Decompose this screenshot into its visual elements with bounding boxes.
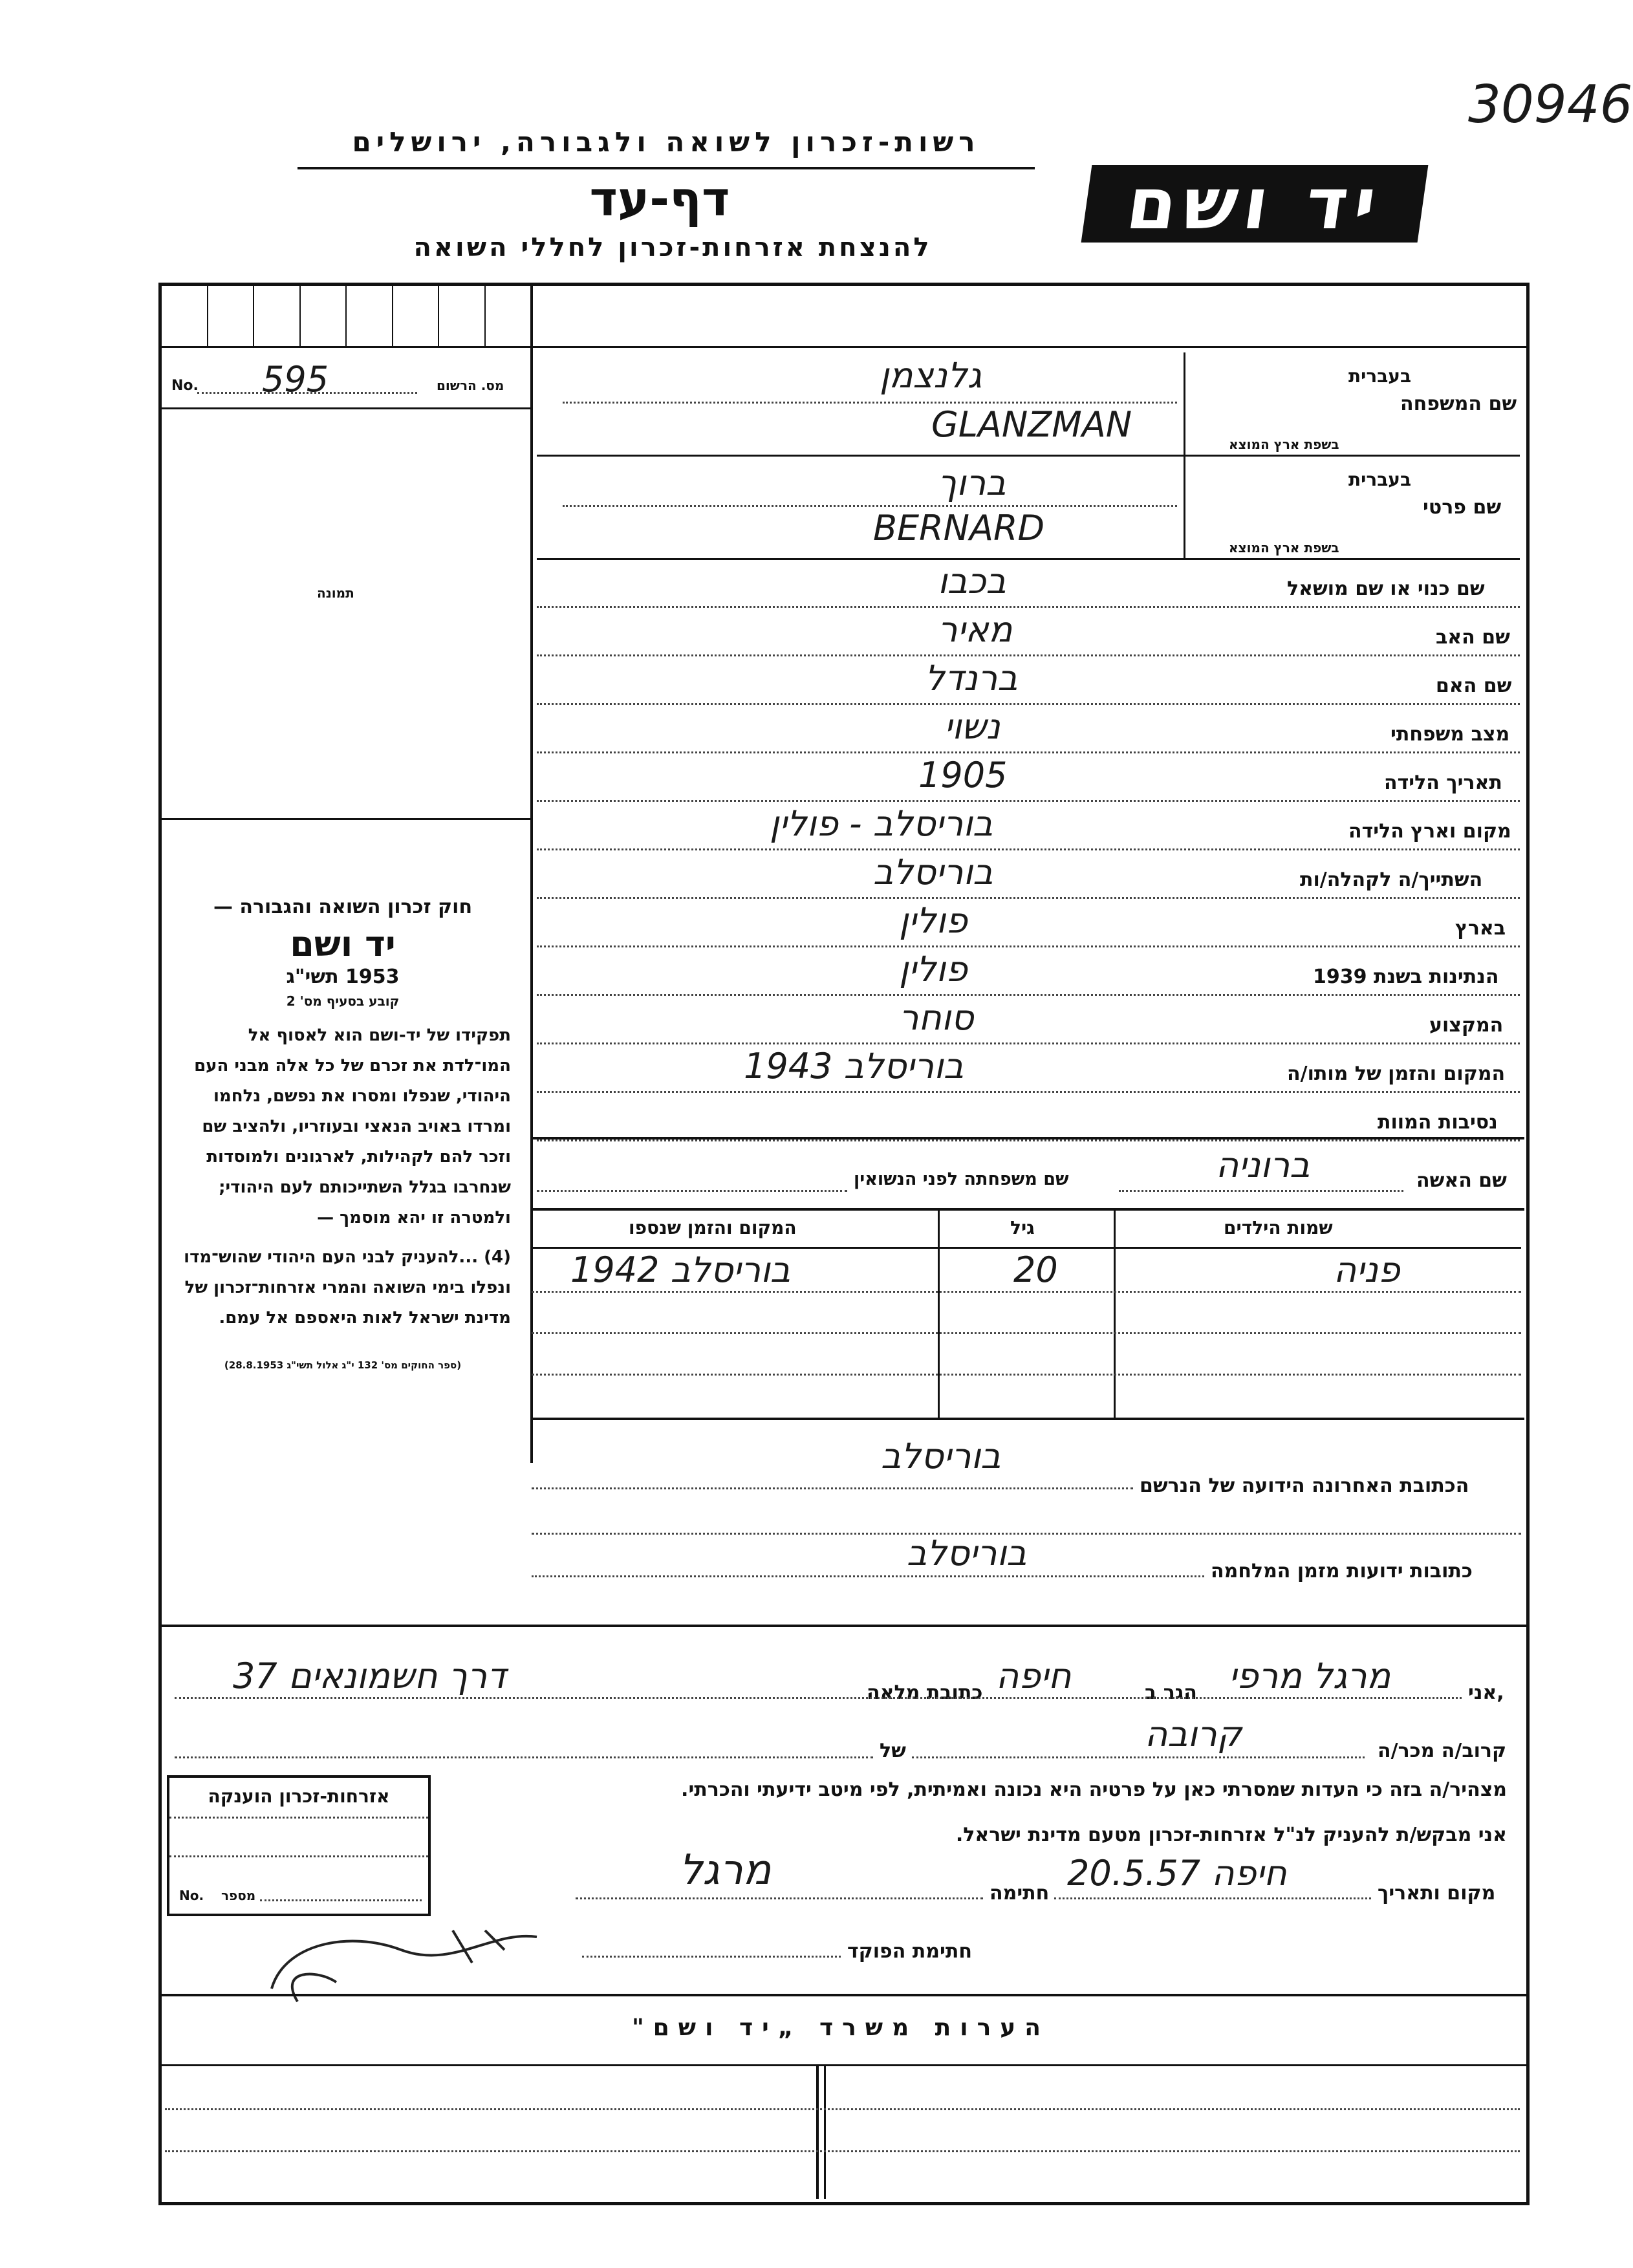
field-label: השתייך/ה לקהלה/ות bbox=[1300, 869, 1483, 891]
field-row-death-circumstances bbox=[537, 1093, 1520, 1141]
corner-archive-number: 30946 bbox=[1468, 74, 1633, 135]
table-row bbox=[532, 1249, 1521, 1291]
field-value: נשוי bbox=[944, 706, 1000, 747]
field-row-community bbox=[537, 850, 1520, 899]
wife-label: שם האשה bbox=[1416, 1169, 1507, 1192]
field-value: BERNARD bbox=[873, 508, 1045, 548]
addresses-section bbox=[532, 1423, 1521, 1617]
registration-number bbox=[165, 359, 527, 401]
personal-fields bbox=[537, 352, 1520, 1141]
yad-vashem-logo bbox=[1081, 162, 1429, 245]
field-row-first-he bbox=[537, 456, 1520, 519]
remarks-line-2 bbox=[165, 2150, 1520, 2152]
children-table-bottom bbox=[532, 1418, 1524, 1420]
registration-bottom-line bbox=[162, 407, 532, 409]
field-sublabel: בעברית bbox=[1348, 365, 1412, 387]
law-name: יד ושם bbox=[290, 923, 396, 964]
wife-maiden-label: שם משפחתה לפני הנשואין bbox=[854, 1169, 1069, 1189]
war-address-label: כתובות ידועות מזמן המלחמה bbox=[1211, 1560, 1473, 1582]
field-label: מקום וארץ הלידה bbox=[1348, 820, 1511, 843]
remarks-line-1 bbox=[165, 2108, 1520, 2110]
signature-value: מרגל bbox=[679, 1846, 772, 1894]
granted-box-title: אזרחות-זכרון הוענקה bbox=[208, 1786, 390, 1807]
children-table bbox=[532, 1211, 1521, 1418]
field-value: ברוך bbox=[938, 462, 1006, 503]
child-name: פניה bbox=[1334, 1249, 1400, 1290]
declarant-ani: אני, bbox=[1468, 1681, 1504, 1704]
field-value: גלנצמן bbox=[880, 355, 982, 396]
field-label: נסיבות המוות bbox=[1378, 1111, 1498, 1134]
top-strip-line bbox=[158, 346, 1526, 348]
field-label: שם האב bbox=[1436, 626, 1510, 649]
place-date-value: חיפה 20.5.57 bbox=[1067, 1853, 1287, 1894]
law-text-2: (4) ...להעניק לבני העם היהודי שהוש־מדו ונפלו בימי השואה והמרי אזרחות־זכרון של מדינת ישראל לאות היאספם אל עמם. bbox=[184, 1247, 511, 1328]
field-value: פולין bbox=[899, 900, 968, 941]
last-address-value: בוריסלב bbox=[881, 1436, 1001, 1476]
field-value: פולין bbox=[899, 949, 968, 989]
field-sublabel: בעברית bbox=[1348, 469, 1412, 490]
field-label: שם פרטי bbox=[1423, 496, 1502, 519]
law-source: (ספר החוקים מס' 132 י"ג אלול תשי"ג 28.8.1953) bbox=[224, 1359, 462, 1371]
field-row-nickname bbox=[537, 559, 1520, 608]
field-label: מצב משפחתי bbox=[1390, 723, 1510, 746]
wife-name: ברוניה bbox=[1216, 1145, 1310, 1185]
field-label: שם כנוי או שם מושאל bbox=[1287, 578, 1485, 600]
photo-label: תמונה bbox=[317, 585, 354, 601]
field-row-citizenship bbox=[537, 947, 1520, 996]
declarant-address-label: כתובת מלאה bbox=[867, 1681, 983, 1704]
children-header-age: גיל bbox=[1010, 1217, 1035, 1238]
field-row-profession bbox=[537, 996, 1520, 1044]
declarant-name: מרגל מרפי bbox=[1229, 1656, 1391, 1696]
field-row-birthdate bbox=[537, 753, 1520, 802]
registration-label-en: No. bbox=[171, 378, 199, 394]
field-value: ברנדל bbox=[925, 658, 1018, 698]
wife-row bbox=[537, 1145, 1520, 1203]
field-row-birthplace bbox=[537, 802, 1520, 850]
field-label: תאריך הלידה bbox=[1384, 772, 1502, 794]
field-value: בכבו bbox=[938, 561, 1006, 601]
page-subtitle: להנצחת אזרחות-זכרון לחללי השואה bbox=[413, 233, 932, 263]
law-title: חוק זכרון השואה והגבורה — bbox=[213, 896, 473, 918]
declarant-gar-label: הגר ב bbox=[1145, 1681, 1197, 1704]
field-row-father bbox=[537, 608, 1520, 656]
official-signature-label: חתימת הפוקד bbox=[847, 1940, 972, 1963]
registration-value: 595 bbox=[262, 359, 329, 400]
request-text: אני מבקש/ת להעניק לנ"ל אזרחות-זכרון מטעם מדינת ישראל. bbox=[955, 1824, 1507, 1846]
children-header-names: שמות הילדים bbox=[1224, 1217, 1333, 1238]
declaration-text: מצהיר/ה בזה כי העדות שמסרתי כאן על פרטיה היא נכונה ואמיתית, לפי מיטב ידיעתי והכרתי. bbox=[681, 1778, 1507, 1801]
pencil-scribble bbox=[259, 1892, 582, 2021]
relative-value: קרובה bbox=[1145, 1714, 1242, 1755]
war-address-value: בוריסלב bbox=[907, 1533, 1027, 1573]
declarant-city: חיפה bbox=[996, 1656, 1072, 1696]
field-value: GLANZMAN bbox=[931, 404, 1132, 445]
law-text: תפקידו של יד-ושם הוא לאסוף אל המו־לדת את זכרם של כל אלה מבני העם היהודי, שנפלו ומסרו את נפשם, נלחמו ומרדו באויב הנאצי ובעוזריו, ולהציב שם וזכר להם לקהילות, לארגונים ולמוסדות שנחרבו בגלל השתייכותם לעם היהודי; ולמטרה זו יהא מוסמך — bbox=[194, 1026, 511, 1227]
field-row-family-origin bbox=[537, 404, 1520, 456]
child-place: בוריסלב 1942 bbox=[570, 1249, 791, 1290]
field-row-first-origin bbox=[537, 508, 1520, 559]
field-value: בוריסלב - פולין bbox=[770, 803, 993, 844]
field-row-country bbox=[537, 899, 1520, 947]
page-title: דף-עד bbox=[589, 171, 730, 227]
field-row-death bbox=[537, 1044, 1520, 1093]
field-label: בארץ bbox=[1455, 917, 1506, 940]
granted-box-number-en: No. bbox=[179, 1888, 204, 1903]
authority-heading: רשות-זכרון לשואה ולגבורה, ירושלים bbox=[352, 126, 980, 158]
field-value: סוחר bbox=[899, 997, 974, 1038]
field-value: בוריסלב 1943 bbox=[744, 1046, 964, 1086]
declarant-address: דרך חשמונאים 37 bbox=[233, 1656, 506, 1696]
field-label: המקצוע bbox=[1429, 1014, 1504, 1037]
field-sublabel: בשפת ארץ המוצא bbox=[1229, 540, 1339, 556]
section-separator-declarant bbox=[158, 1625, 1526, 1627]
registration-label-he: מס. הרשום bbox=[437, 378, 504, 393]
field-sublabel: בשפת ארץ המוצא bbox=[1229, 437, 1339, 452]
field-label: שם המשפחה bbox=[1400, 393, 1517, 415]
relative-label: קרוב/ה מכר/ה bbox=[1378, 1740, 1507, 1762]
child-age: 20 bbox=[1013, 1249, 1058, 1290]
law-block bbox=[175, 896, 511, 1371]
field-row-mother bbox=[537, 656, 1520, 705]
relative-of-label: של bbox=[880, 1740, 906, 1762]
remarks-header-line bbox=[158, 2064, 1526, 2066]
field-label: הנתינות בשנת 1939 bbox=[1313, 966, 1499, 988]
law-clause: קובע בסעיף מס' 2 bbox=[286, 993, 400, 1009]
law-year: 1953 תשי"ג bbox=[286, 966, 400, 988]
logo-text: יד ושם bbox=[1121, 162, 1388, 245]
granted-box-number-he: מספר bbox=[221, 1888, 256, 1903]
children-header-place: המקום והזמן שנספו bbox=[629, 1217, 797, 1238]
remarks-top-line bbox=[158, 1994, 1526, 1996]
authority-underline bbox=[297, 167, 1035, 169]
remarks-divider-1 bbox=[816, 2066, 819, 2199]
field-label: המקום והזמן של מותו/ה bbox=[1287, 1063, 1506, 1085]
field-row-marital bbox=[537, 705, 1520, 753]
last-address-label: הכתובת האחרונה הידועה של הנרשם bbox=[1140, 1474, 1469, 1497]
field-value: 1905 bbox=[918, 755, 1008, 795]
field-value: מאיר bbox=[938, 609, 1013, 650]
remarks-label: הערות משרד „יד ושם" bbox=[631, 2014, 1050, 2041]
top-left-boxes bbox=[162, 285, 530, 346]
remarks-divider-2 bbox=[824, 2066, 826, 2199]
signature-label: חתימה bbox=[990, 1882, 1050, 1905]
section-separator-wife bbox=[532, 1137, 1524, 1139]
field-label: שם האם bbox=[1436, 675, 1512, 697]
field-row-family-he bbox=[537, 352, 1520, 415]
place-date-label: מקום ותאריך bbox=[1378, 1882, 1496, 1905]
photo-bottom-line bbox=[162, 818, 532, 820]
field-value: בוריסלב bbox=[873, 852, 993, 892]
